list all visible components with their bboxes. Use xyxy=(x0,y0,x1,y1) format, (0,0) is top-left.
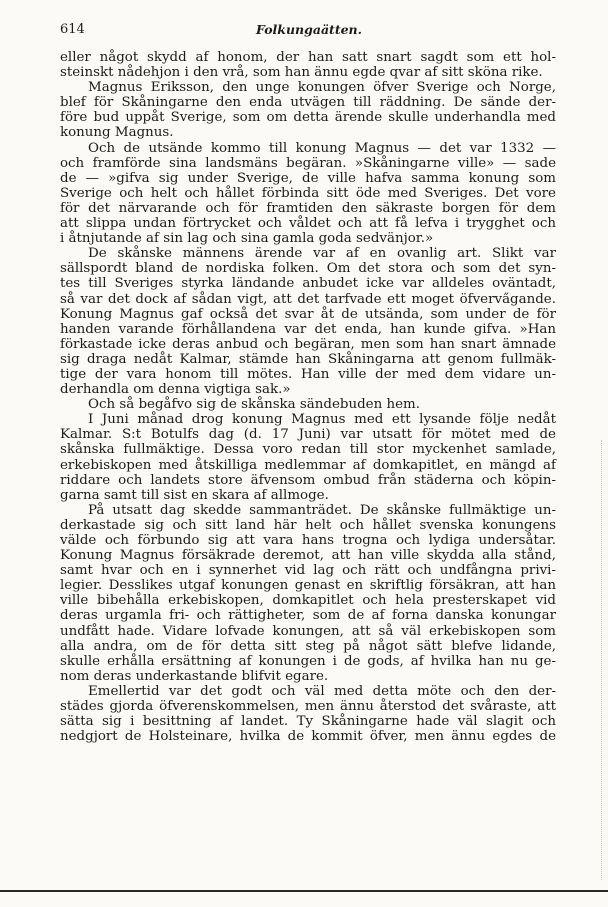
text-line: sig draga nedåt Kalmar, stämde han Skåningarna att genom fullmäk- xyxy=(60,351,556,367)
bottom-rule xyxy=(0,890,608,892)
text-line: nedgjort de Holsteinare, hvilka de kommit öfver, men ännu egdes de xyxy=(60,729,556,745)
text-line: legier. Desslikes utgaf konungen genast en skriftlig försäkran, att han xyxy=(60,578,556,594)
page-number: 614 xyxy=(60,22,85,37)
text-line: erkebiskopen med åtskilliga medlemmar af domkapitlet, en mängd af xyxy=(60,457,556,473)
body-text xyxy=(60,50,556,744)
text-line: Och de utsände kommo till konung Magnus — det var 1332 — xyxy=(88,140,556,156)
text-line: steinskt nådehjon i den vrå, som han ännu egde qvar af sitt sköna rike. xyxy=(60,65,543,81)
text-line: I Juni månad drog konung Magnus med ett lysande följe nedåt xyxy=(88,412,556,428)
text-line: undfått hade. Vidare lofvade konungen, att så väl erkebiskopen som xyxy=(60,623,556,639)
text-line: så var det dock af sådan vigt, att det tarfvade ett moget öfverva̋gande. xyxy=(60,291,556,307)
text-line: i åtnjutande af sin lag och sina gamla goda sedvänjor.» xyxy=(60,231,434,247)
text-line: tige der vara honom till mötes. Han ville der med dem vidare un- xyxy=(60,366,556,382)
text-line: före bud uppåt Sverige, som om detta ärende skulle underhandla med xyxy=(60,110,556,126)
text-line: Och så begåfvo sig de skånska sändebuden hem. xyxy=(88,397,420,413)
text-line: Sverige och helt och hållet förbinda sitt öde med Sveriges. Det vore xyxy=(60,185,556,201)
text-line: riddare och landets store äfvensom ombud från städerna och köpin- xyxy=(60,472,556,488)
text-line: derhandla om denna vigtiga sak.» xyxy=(60,382,291,398)
text-line: städes gjorda öfverenskommelsen, men ännu återstod det svåraste, att xyxy=(60,699,556,715)
text-line: och framförde sina landsmäns begäran. »Skåningarne ville» — sade xyxy=(60,155,556,171)
text-line: för det närvarande och för framtiden den säkraste borgen för dem xyxy=(60,200,556,216)
text-line: sätta sig i besittning af landet. Ty Skåningarne hade väl slagit och xyxy=(60,714,556,730)
text-line: förkastade icke deras anbud och begäran, men som han snart ämnade xyxy=(60,336,556,352)
text-line: Konung Magnus gaf också det svar åt de utsända, som under de för xyxy=(60,306,556,322)
text-line: välde och förbundo sig att vara hans trogna och lydiga undersåtar. xyxy=(60,533,556,548)
text-line: sällspordt bland de nordiska folken. Om det stora och som det syn- xyxy=(60,261,556,277)
text-line: Konung Magnus försäkrade deremot, att han ville skydda alla stånd, xyxy=(60,548,556,564)
text-line: derkastade sig och sitt land här helt och hållet svenska konungens xyxy=(60,517,556,533)
text-line: att slippa undan förtrycket och våldet och att få lefva i trygghet och xyxy=(60,216,556,232)
text-line: de — »gifva sig under Sverige, de ville hafva samma konung som xyxy=(60,170,556,186)
text-line: garna samt till sist en skara af allmoge. xyxy=(60,487,329,503)
text-line: alla andra, om de för detta sitt steg på något sätt blefve lidande, xyxy=(60,638,556,654)
text-line: tes till Sveriges styrka ländande anbudet icke var alldeles oväntadt, xyxy=(60,276,556,292)
text-line: handen varande förhållandena var det enda, han kunde gifva. »Han xyxy=(60,321,556,337)
text-line: skånska fullmäktige. Dessa voro redan till stor myckenhet samlade, xyxy=(60,442,556,458)
text-line: nom deras underkastande blifvit egare. xyxy=(60,668,329,684)
text-line: Magnus Eriksson, den unge konungen öfver Sverige och Norge, xyxy=(88,80,556,96)
text-line: På utsatt dag skedde sammanträdet. De skånske fullmäktige un- xyxy=(88,502,556,518)
text-line: De skånske männens ärende var af en ovanlig art. Slikt var xyxy=(88,246,556,262)
text-line: samt hvar och en i synnerhet vid lag och rätt och undfångna privi- xyxy=(60,563,556,579)
text-line: eller något skydd af honom, der han satt snart sagdt som ett hol- xyxy=(60,50,556,65)
text-line: Emellertid var det godt och väl med detta möte och den der- xyxy=(88,683,556,699)
text-line: konung Magnus. xyxy=(60,125,174,141)
text-line: skulle erhålla ersättning af konungen i de gods, af hvilka han nu ge- xyxy=(60,653,556,669)
running-title: Folkungaätten. xyxy=(256,22,362,37)
page-edge-mark xyxy=(601,440,608,880)
text-line: Kalmar. S:t Botulfs dag (d. 17 Juni) var utsatt för mötet med de xyxy=(60,427,556,443)
text-line: deras urgamla fri- och rättigheter, som de af forna danska konungar xyxy=(60,608,556,624)
page-header xyxy=(60,22,558,44)
text-line: blef för Skåningarne den enda utvägen till räddning. De sände der- xyxy=(60,95,556,111)
text-line: ville bibehålla erkebiskopen, domkapitlet och hela presterskapet vid xyxy=(60,593,556,609)
